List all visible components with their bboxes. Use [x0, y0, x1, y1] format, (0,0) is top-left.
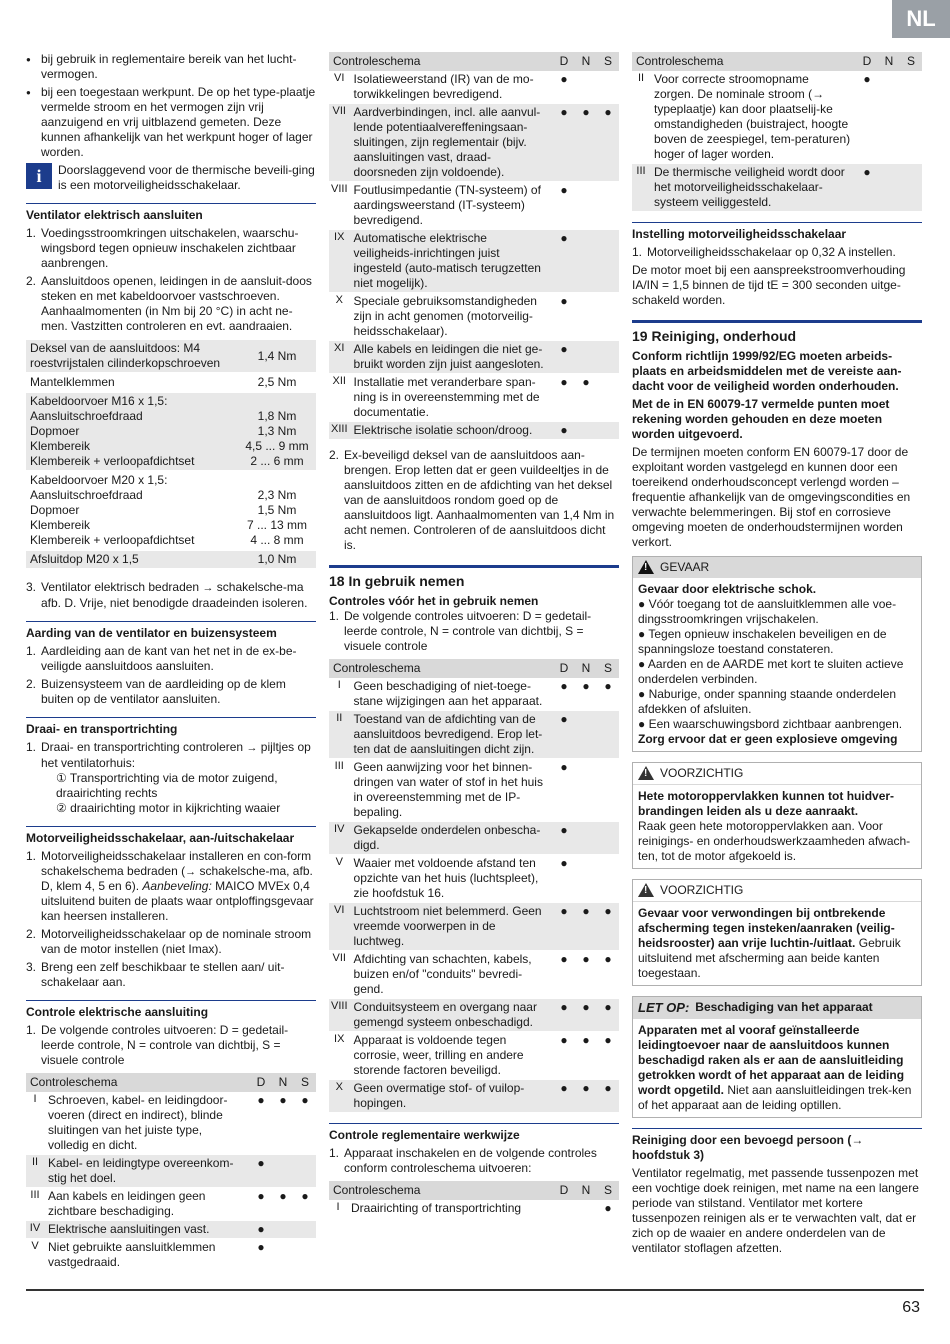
table-cell: IX [329, 1031, 350, 1079]
list-item: ● bij een toegestaan werkpunt. De op het type-plaatje vermelde stroom en het vermogen zijn vrij aanzuigend en vrij uitblazend gemeten. Deze kunnen afhankelijk van het werkpunt hoger of lager worden. [26, 85, 316, 160]
table-cell: X [329, 293, 350, 341]
column-header: D [856, 52, 878, 71]
table-cell: ● [553, 950, 575, 998]
paragraph: Met de in EN 60079-17 vermelde punten moet rekening worden gehouden en deze moeten worden uitgevoerd. [632, 396, 890, 441]
list-item: 1. De volgende controles uitvoeren: D = gedetail-leerde controle, N = controle van dichtbij, S = visuele controle [26, 1023, 289, 1068]
control-table [26, 1073, 316, 1272]
notice-bold: Apparaten met al vooraf geïnstalleerde leidingtoevoer naar de aansluitdoos kunnen beschadigd raken als er aan de aansluitleiding getrokken wordt of het apparaat aan de leiding wordt opgetild. [638, 1022, 905, 1097]
table-cell: Geen aanwijzing voor het binnen-dringen van water of stof in het huis in overeenstemming met de IP-bepaling. [350, 758, 553, 821]
danger-title: Gevaar door elektrische schok. [638, 581, 817, 596]
table-cell [878, 164, 900, 212]
table-cell: ● [250, 1239, 272, 1272]
list-item: 2. Buizensysteem van de aardleiding op de klem buiten op de ventilator aansluiten. [26, 676, 286, 706]
column-header: S [294, 1073, 316, 1092]
table-cell: ● [575, 1031, 597, 1079]
table-cell: II [632, 71, 650, 164]
table-cell: Elektrische aansluitingen vast. [44, 1221, 250, 1239]
numbered-list [329, 1146, 619, 1176]
table-cell [597, 230, 619, 293]
column-header: S [597, 1181, 619, 1200]
section-heading: Controle elektrische aansluiting [26, 1000, 316, 1020]
torque-table [26, 340, 316, 570]
table-row [329, 758, 619, 821]
table-cell: II [329, 710, 350, 758]
table-cell: II [26, 1155, 44, 1188]
column-header: S [900, 52, 922, 71]
list-item: 1. Motorveiligheidsschakelaar op 0,32 A instellen. [632, 245, 896, 259]
table-cell: ● [597, 950, 619, 998]
column-header: N [878, 52, 900, 71]
column-header: Controleschema [329, 1181, 553, 1200]
table-header [329, 52, 619, 71]
table-cell: Aan kabels en leidingen geen zichtbare beschadiging. [44, 1188, 250, 1221]
table-cell: VII [329, 950, 350, 998]
table-row [329, 71, 619, 104]
table-cell: ● [272, 1092, 294, 1155]
table-row [329, 998, 619, 1031]
table-cell: ● [553, 1079, 575, 1112]
table-cell: ● [553, 71, 575, 104]
table-cell: ● [553, 374, 575, 422]
table-cell [272, 1155, 294, 1188]
info-note-text: Doorslaggevend voor de thermische beveili-ging is een motorveiligheidsschakelaar. [58, 163, 315, 192]
table-row [329, 230, 619, 293]
warning-triangle-icon [638, 766, 654, 780]
table-cell [575, 710, 597, 758]
column-header: Controleschema [329, 659, 553, 678]
table-cell: ● [575, 104, 597, 182]
table-cell: XI [329, 341, 350, 374]
notice-box [632, 996, 922, 1118]
section-heading: Draai- en transportrichting [26, 717, 316, 737]
table-cell: ● [553, 758, 575, 821]
column-header: D [553, 52, 575, 71]
list-item: 1. Draai- en transportrichting controleren → pijltjes op het ventilatorhuis: ① Transportrichting via de motor zuigend, draairichting rechts ② draairichting motor in kijkrichting waaier [26, 740, 316, 816]
table-row [329, 374, 619, 422]
table-cell: ● [553, 104, 575, 182]
control-table [329, 1181, 619, 1218]
table-row [329, 710, 619, 758]
table-cell: ● [250, 1155, 272, 1188]
table-cell [294, 1155, 316, 1188]
list-item: ● Vóór toegang tot de aansluitklemmen alle voe-dingsstroomkringen vrijschakelen. [638, 596, 897, 626]
table-row [632, 164, 922, 212]
table-cell: ● [575, 374, 597, 422]
table-cell: Isolatieweerstand (IR) van de mo-torwikkelingen bevredigend. [350, 71, 553, 104]
column-3 [632, 52, 922, 1259]
table-row: Afsluitdop M20 x 1,5 1,0 Nm [26, 550, 316, 569]
table-row: Kabeldoorvoer M16 x 1,5: Aansluitschroefdraad Dopmoer Klembereik Klembereik + verloopafdichtset 1,8 Nm 1,3 Nm 4,5 ... 9 mm 2 ... 6 mm [26, 392, 316, 471]
intro-bullets [26, 52, 316, 160]
table-row [329, 293, 619, 341]
table-header [329, 1181, 619, 1200]
table-row [26, 1092, 316, 1155]
column-header: D [553, 659, 575, 678]
table-cell: ● [553, 710, 575, 758]
table-cell: Afdichting van schachten, kabels, buizen en/of "conduits" bevredi-gend. [350, 950, 553, 998]
column-header: Controleschema [26, 1073, 250, 1092]
section-heading: Reiniging door een bevoegd persoon (→ hoofdstuk 3) [632, 1128, 922, 1163]
table-cell: VI [329, 71, 350, 104]
numbered-list [26, 226, 316, 334]
table-cell: ● [553, 821, 575, 854]
table-cell: ● [575, 950, 597, 998]
table-cell: Voor correcte stroomopname zorgen. De nominale stroom (→ typeplaatje) kan door plaatselij-ke omstandigheden (buistraject, hoogte boven de zeespiegel, tem-peraturen) hoger of lager worden. [650, 71, 856, 164]
table-header [26, 1073, 316, 1092]
table-row [329, 182, 619, 230]
column-header: Controleschema [329, 52, 553, 71]
table-cell: X [329, 1079, 350, 1112]
table-cell [575, 821, 597, 854]
table-cell: V [26, 1239, 44, 1272]
table-cell: Niet gebruikte aansluitklemmen vastgedraaid. [44, 1239, 250, 1272]
table-cell: III [26, 1188, 44, 1221]
table-cell [575, 230, 597, 293]
column-header: N [272, 1073, 294, 1092]
table-row [329, 854, 619, 902]
info-note [26, 163, 316, 193]
table-cell: Installatie met veranderbare span-ning is in overeenstemming met de documentatie. [350, 374, 553, 422]
table-cell: Luchtstroom niet belemmerd. Geen vreemde voorwerpen in de luchtweg. [350, 902, 553, 950]
column-header: N [575, 52, 597, 71]
table-cell: Kabel- en leidingtype overeenkom-stig het doel. [44, 1155, 250, 1188]
table-cell [597, 71, 619, 104]
table-cell [597, 422, 619, 440]
table-header [632, 52, 922, 71]
table-cell: ● [597, 1200, 619, 1218]
list-item: ● Een waarschuwingsbord zichtbaar aanbrengen. [638, 716, 903, 731]
table-cell [575, 293, 597, 341]
numbered-list [329, 448, 619, 553]
table-cell: ● [856, 71, 878, 164]
table-cell [597, 758, 619, 821]
section-heading: Ventilator elektrisch aansluiten [26, 203, 316, 223]
table-cell: ● [575, 998, 597, 1031]
table-cell: Elektrische isolatie schoon/droog. [350, 422, 553, 440]
list-item: 2. Motorveiligheidsschakelaar op de nominale stroom van de motor instellen (niet Imax). [26, 927, 312, 957]
control-table [632, 52, 922, 212]
table-row [329, 104, 619, 182]
section-heading: Controles vóór het in gebruik nemen [329, 593, 539, 608]
table-cell: XII [329, 374, 350, 422]
column-1 [26, 52, 316, 1280]
table-cell [878, 71, 900, 164]
table-cell: ● [553, 230, 575, 293]
table-cell: V [329, 854, 350, 902]
paragraph: Ventilator regelmatig, met passende tussenpozen met een vochtige doek reinigen, met name na een langere periode van stilstand. Ventilator met kortere tussenpozen reinigen als er te verwachten valt, dat er zich op de waaier en andere onderdelen van de ventilator stoflagen afzetten. [632, 1165, 919, 1255]
table-cell [575, 422, 597, 440]
table-row: Mantelklemmen 2,5 Nm [26, 373, 316, 392]
table-cell: Toestand van de afdichting van de aansluitdoos bevredigend. Erop let-ten dat de aansluitingen dicht zijn. [350, 710, 553, 758]
chapter-heading: 19 Reiniging, onderhoud [632, 320, 922, 346]
list-item: 3. Breng een zelf beschikbaar te stellen aan/ uit-schakelaar aan. [26, 960, 285, 990]
table-cell: IV [26, 1221, 44, 1239]
table-cell: ● [597, 998, 619, 1031]
page-number: 63 [902, 1299, 920, 1316]
table-cell: ● [575, 1079, 597, 1112]
table-cell: De thermische veiligheid wordt door het motorveiligheidsschakelaar-systeem veiliggesteld. [650, 164, 856, 212]
table-row [26, 1239, 316, 1272]
table-cell [575, 71, 597, 104]
table-cell [294, 1239, 316, 1272]
table-cell [575, 182, 597, 230]
table-cell [272, 1221, 294, 1239]
table-cell: ● [553, 678, 575, 711]
sub-item: ② draairichting motor in kijkrichting waaier [56, 800, 281, 815]
list-item: 3. Ventilator elektrisch bedraden → schakelsche-ma afb. D. Vrije, niet benodigde draadeinden isoleren. [26, 580, 308, 610]
table-cell: IV [329, 821, 350, 854]
table-cell: ● [553, 182, 575, 230]
list-item: 2. Ex-beveiligd deksel van de aansluitdoos aan-brengen. Erop letten dat er geen vuildeeltjes in de aansluitdoos zitten en de afdichting van het deksel van de aansluitdoos rondom goed op de aansluitdoos ligt. Aanhaalmomenten van 1,4 Nm in acht nemen. Controleren of de aansluitdoos dicht is. [329, 448, 615, 552]
numbered-list [26, 849, 316, 991]
table-cell [900, 164, 922, 212]
numbered-list [329, 609, 619, 654]
notice-text: Niet aan aansluitleidingen trek-ken of het apparaat aan de leiding optillen. [638, 1082, 912, 1112]
paragraph: De motor moet bij een aanspreekstroomverhouding IA/IN = 1,5 binnen de tijd tE = 300 seconden uitge-schakeld worden. [632, 263, 906, 307]
table-cell: VII [329, 104, 350, 182]
table-header [329, 659, 619, 678]
table-cell: ● [597, 678, 619, 711]
table-row [26, 1188, 316, 1221]
column-header: N [575, 659, 597, 678]
table-cell: ● [597, 1031, 619, 1079]
caution-title: Gevaar voor verwondingen bij ontbrekende afscherming tegen insteken/aanraken (veilig-heidsrooster) aan vrije luchtin-/uitlaat. [638, 905, 895, 950]
language-tab: NL [892, 0, 950, 38]
table-cell: ● [575, 902, 597, 950]
table-cell: Geen beschadiging of niet-toege-stane wijzigingen aan het apparaat. [350, 678, 553, 711]
table-cell: IX [329, 230, 350, 293]
table-cell: Alle kabels en leidingen die niet ge-bruikt worden zijn juist aangesloten. [350, 341, 553, 374]
danger-body [633, 578, 921, 751]
table-cell: ● [553, 1031, 575, 1079]
table-cell [294, 1221, 316, 1239]
table-row [329, 678, 619, 711]
table-row [329, 341, 619, 374]
table-cell [575, 854, 597, 902]
numbered-list [26, 580, 316, 611]
numbered-list [26, 740, 316, 816]
table-cell: ● [553, 854, 575, 902]
caution-header [633, 763, 921, 785]
table-cell [597, 182, 619, 230]
section-heading: Controle reglementaire werkwijze [329, 1123, 619, 1143]
danger-label: GEVAAR [660, 559, 710, 574]
notice-label: LET OP: [638, 999, 690, 1015]
notice-body [633, 1019, 921, 1117]
table-cell: Waaier met voldoende afstand ten opzichte van het huis (luchtspleet), zie hoofdstuk 16. [350, 854, 553, 902]
info-icon: i [26, 163, 52, 189]
warning-triangle-icon [638, 883, 654, 897]
table-cell: ● [597, 1079, 619, 1112]
table-row [329, 902, 619, 950]
table-row [26, 1221, 316, 1239]
table-cell [597, 710, 619, 758]
table-row [329, 1031, 619, 1079]
table-cell [575, 758, 597, 821]
control-table [329, 659, 619, 1113]
section-heading: Instelling motorveiligheidsschakelaar [632, 222, 922, 242]
danger-header [633, 557, 921, 578]
list-item: ● Naburige, onder spanning staande onderdelen afdekken of afsluiten. [638, 686, 897, 716]
paragraph: De termijnen moeten conform EN 60079-17 door de exploitant worden vastgelegd en kunnen door een toereikend onderhoudsconcept verlengd worden – frequentie afhankelijk van de omgevingscondities en verwachte belemmeringen. Bij stof en corrosieve omgeving moeten de onderhoudstermijnen worden verkort. [632, 444, 911, 549]
list-item: 1. Motorveiligheidsschakelaar installeren en con-form schakelschema bedraden (→ schakelsche-ma, afb. D, klem 4, 5 en 6). Aanbeveling: MAICO MVEx 0,4 uitsluitend buiten de plaats waar ontploffingsgevaar kan heersen installeren. [26, 848, 314, 924]
danger-box [632, 556, 922, 752]
table-cell: ● [250, 1188, 272, 1221]
numbered-list [632, 245, 922, 260]
table-cell [575, 341, 597, 374]
arrow-right-icon: → [185, 865, 197, 878]
danger-end: Zorg ervoor dat er geen explosieve omgeving [638, 731, 898, 746]
caution-header [633, 880, 921, 902]
table-cell: VIII [329, 998, 350, 1031]
notice-title: Beschadiging van het apparaat [695, 1000, 873, 1015]
table-cell: ● [856, 164, 878, 212]
caution-label: VOORZICHTIG [660, 765, 744, 780]
table-row [329, 950, 619, 998]
control-table [329, 52, 619, 440]
table-cell: III [632, 164, 650, 212]
table-cell: I [26, 1092, 44, 1155]
numbered-list [26, 644, 316, 707]
table-cell: I [329, 678, 350, 711]
table-cell [575, 1200, 597, 1218]
list-item: ● Aarden en de AARDE met kort te sluiten actieve onderdelen verbinden. [638, 656, 904, 686]
table-cell: XIII [329, 422, 350, 440]
table-cell: ● [575, 678, 597, 711]
table-cell [597, 293, 619, 341]
warning-triangle-icon [638, 560, 654, 574]
table-cell: Foutlusimpedantie (TN-systeem) of aardingsweerstand (IT-systeem) bevredigend. [350, 182, 553, 230]
table-cell: ● [294, 1188, 316, 1221]
caution-body [633, 902, 921, 985]
numbered-list [26, 1023, 316, 1068]
list-item: ● bij gebruik in reglementaire bereik van het lucht-vermogen. [26, 52, 316, 82]
table-cell [597, 854, 619, 902]
table-cell: VI [329, 902, 350, 950]
table-cell [553, 1200, 575, 1218]
column-header: Controleschema [632, 52, 856, 71]
arrow-right-icon: → [246, 741, 258, 754]
table-cell [272, 1239, 294, 1272]
table-row [26, 1155, 316, 1188]
table-cell: ● [250, 1221, 272, 1239]
column-header: D [553, 1181, 575, 1200]
table-row: Kabeldoorvoer M20 x 1,5: Aansluitschroefdraad Dopmoer Klembereik Klembereik + verloopafdichtset 2,3 Nm 1,5 Nm 7 ... 13 mm 4 ... 8 mm [26, 471, 316, 550]
caution-box [632, 879, 922, 986]
table-cell: ● [597, 902, 619, 950]
caution-text: Gebruik uitsluitend met afscherming aan beide kanten toegestaan. [638, 935, 901, 980]
table-cell: ● [553, 998, 575, 1031]
column-2 [329, 52, 619, 1226]
caution-text: Raak geen hete motoroppervlakken aan. Voor reinigings- en onderhoudswerkzaamheden afwach-ten, tot de motor afgekoeld is. [638, 818, 911, 863]
list-item: 1. Voedingsstroomkringen uitschakelen, waarschu-wingsbord tegen opnieuw inschakelen zichtbaar aanbrengen. [26, 226, 299, 270]
table-cell: ● [553, 902, 575, 950]
column-header: N [575, 1181, 597, 1200]
table-cell: VIII [329, 182, 350, 230]
list-item: 1. Apparaat inschakelen en de volgende controles conform controleschema uitvoeren: [329, 1145, 597, 1175]
table-cell: Apparaat is voldoende tegen corrosie, weer, trilling en andere storende factoren beveiligd. [350, 1031, 553, 1079]
table-cell: ● [272, 1188, 294, 1221]
caution-label: VOORZICHTIG [660, 882, 744, 897]
caution-body [633, 785, 921, 868]
table-cell [597, 341, 619, 374]
caution-title: Hete motoroppervlakken kunnen tot huidver-brandingen leiden als u deze aanraakt. [638, 788, 895, 818]
list-item: 2. Aansluitdoos openen, leidingen in de aansluit-doos steken en met kabeldoorvoer vastschroeven. Aanhaalmomenten (in Nm bij 20 °C) in acht ne-men. Vastzitten controleren en evt. aandraaien. [26, 274, 312, 333]
column-header: D [250, 1073, 272, 1092]
table-cell: I [329, 1200, 347, 1218]
list-item: ● Tegen opnieuw inschakelen beveiligen en de spanningsloze toestand constateren. [638, 626, 887, 656]
table-cell: ● [553, 293, 575, 341]
list-item: 1. De volgende controles uitvoeren: D = gedetail-leerde controle, N = controle van dichtbij, S = visuele controle [329, 608, 592, 653]
caution-box [632, 762, 922, 869]
table-row: Deksel van de aansluitdoos: M4 roestvrijstalen cilinderkopschroeven 1,4 Nm [26, 340, 316, 373]
section-heading: Motorveiligheidsschakelaar, aan-/uitschakelaar [26, 826, 316, 846]
table-row [329, 1200, 619, 1218]
footer-rule [26, 1289, 924, 1291]
arrow-right-icon: → [202, 582, 214, 594]
table-cell [900, 71, 922, 164]
table-cell: ● [553, 422, 575, 440]
table-cell: Schroeven, kabel- en leidingdoor-voeren (direct en indirect), blinde sluitingen van het juiste type, volledig en dicht. [44, 1092, 250, 1155]
table-cell: III [329, 758, 350, 821]
table-row [329, 1079, 619, 1112]
table-cell: Automatische elektrische veiligheids-inrichtingen juist ingesteld (auto-matisch terugzetten niet mogelijk). [350, 230, 553, 293]
table-cell: ● [553, 341, 575, 374]
column-header: S [597, 659, 619, 678]
section-heading: Aarding van de ventilator en buizensysteem [26, 621, 316, 641]
table-cell [597, 821, 619, 854]
table-row [329, 821, 619, 854]
table-cell: Draairichting of transportrichting [347, 1200, 553, 1218]
list-item: 1. Aardleiding aan de kant van het net in de ex-be-veiligde aansluitdoos aansluiten. [26, 643, 297, 673]
table-cell: ● [294, 1092, 316, 1155]
table-row [632, 71, 922, 164]
notice-header [633, 997, 921, 1019]
table-cell: Conduitsysteem en overgang naar gemengd systeem onbeschadigd. [350, 998, 553, 1031]
sub-item: ① Transportrichting via de motor zuigend, draairichting rechts [56, 770, 278, 800]
table-cell [597, 374, 619, 422]
table-cell: Geen overmatige stof- of vuilop-hopingen. [350, 1079, 553, 1112]
paragraph: Conform richtlijn 1999/92/EG moeten arbeids-plaats en arbeidsmiddelen met de vereiste aan-dacht voor de veiligheid worden onderhouden. [632, 348, 902, 393]
table-cell: Speciale gebruiksomstandigheden zijn in acht genomen (motorveilig-heidsschakelaar). [350, 293, 553, 341]
table-cell: Aardverbindingen, incl. alle aanvul-lende potentiaalvereffeningsaan-sluitingen, zijn reglementair (bijv. aansluitingen vast, draad-doorsneden zijn voldoende). [350, 104, 553, 182]
table-cell: Gekapselde onderdelen onbescha-digd. [350, 821, 553, 854]
column-header: S [597, 52, 619, 71]
table-cell: ● [597, 104, 619, 182]
chapter-heading: 18 In gebruik nemen [329, 565, 619, 591]
table-cell: ● [250, 1092, 272, 1155]
table-row [329, 422, 619, 440]
